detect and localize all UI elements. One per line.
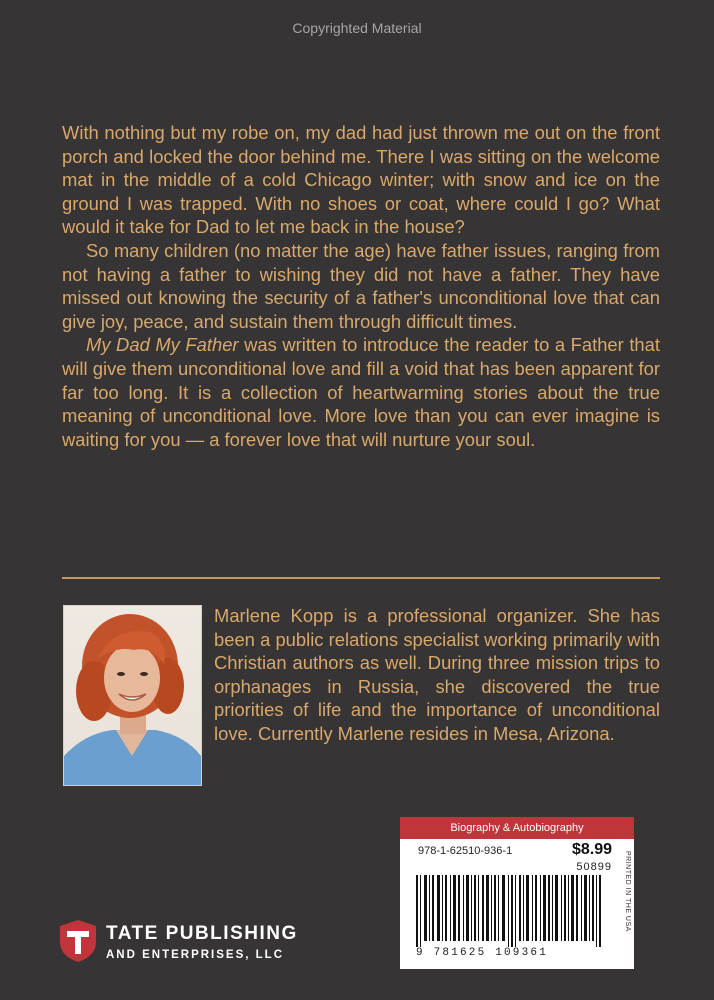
barcode-digits: 9 781625 109361: [416, 947, 549, 959]
tate-logo-icon: [58, 918, 98, 964]
price-code: 50899: [576, 861, 612, 873]
barcode-label: [400, 817, 634, 969]
isbn-text: 978-1-62510-936-1: [418, 845, 513, 857]
barcode-bars: [416, 875, 616, 947]
blurb-paragraph-3: [62, 333, 660, 451]
printed-in-text: PRINTED IN THE USA: [624, 851, 631, 932]
back-cover-blurb: [62, 121, 660, 451]
price-text: $8.99: [571, 841, 612, 858]
blurb-paragraph-2: So many children (no matter the age) have father issues, ranging from not having a father to wishing they did not have a father. They have missed out knowing the security of a father's unconditional love that can give joy, peace, and sustain them through difficult times.: [62, 239, 660, 332]
blurb-paragraph-1: With nothing but my robe on, my dad had just thrown me out on the front porch and locked the door behind me. There I was sitting on the welcome mat in the middle of a cold Chicago winter; with snow and ice on the ground I was trapped. With no shoes or coat, where could I go? What would it take for Dad to let me back in the house?: [62, 122, 660, 238]
blurb-paragraph-3-text: was written to introduce the reader to a Father that will give them unconditional love and fill a void that has been apparent for far too long. It is a collection of heartwarming stories about the true meaning of unconditional love. More love than you can ever imagine is waiting for you — a forever love that will nurture your soul.: [62, 334, 661, 450]
genre-banner: Biography & Autobiography: [400, 817, 634, 839]
publisher-logo: [58, 918, 348, 978]
publisher-name: TATE PUBLISHING: [106, 923, 298, 944]
publisher-subtitle: AND ENTERPRISES, LLC: [106, 949, 285, 961]
book-title-italic: My Dad My Father: [86, 334, 239, 356]
divider-rule: [62, 577, 660, 579]
copyright-watermark: Copyrighted Material: [292, 20, 422, 36]
author-bio: Marlene Kopp is a professional organizer. She has been a public relations specialist working primarily with Christian authors as well. During three mission trips to orphanages in Russia, she discovered the true priorities of life and the importance of unconditional love. Currently Marlene resides in Mesa, Arizona.: [214, 605, 660, 744]
author-photo: [63, 605, 202, 786]
